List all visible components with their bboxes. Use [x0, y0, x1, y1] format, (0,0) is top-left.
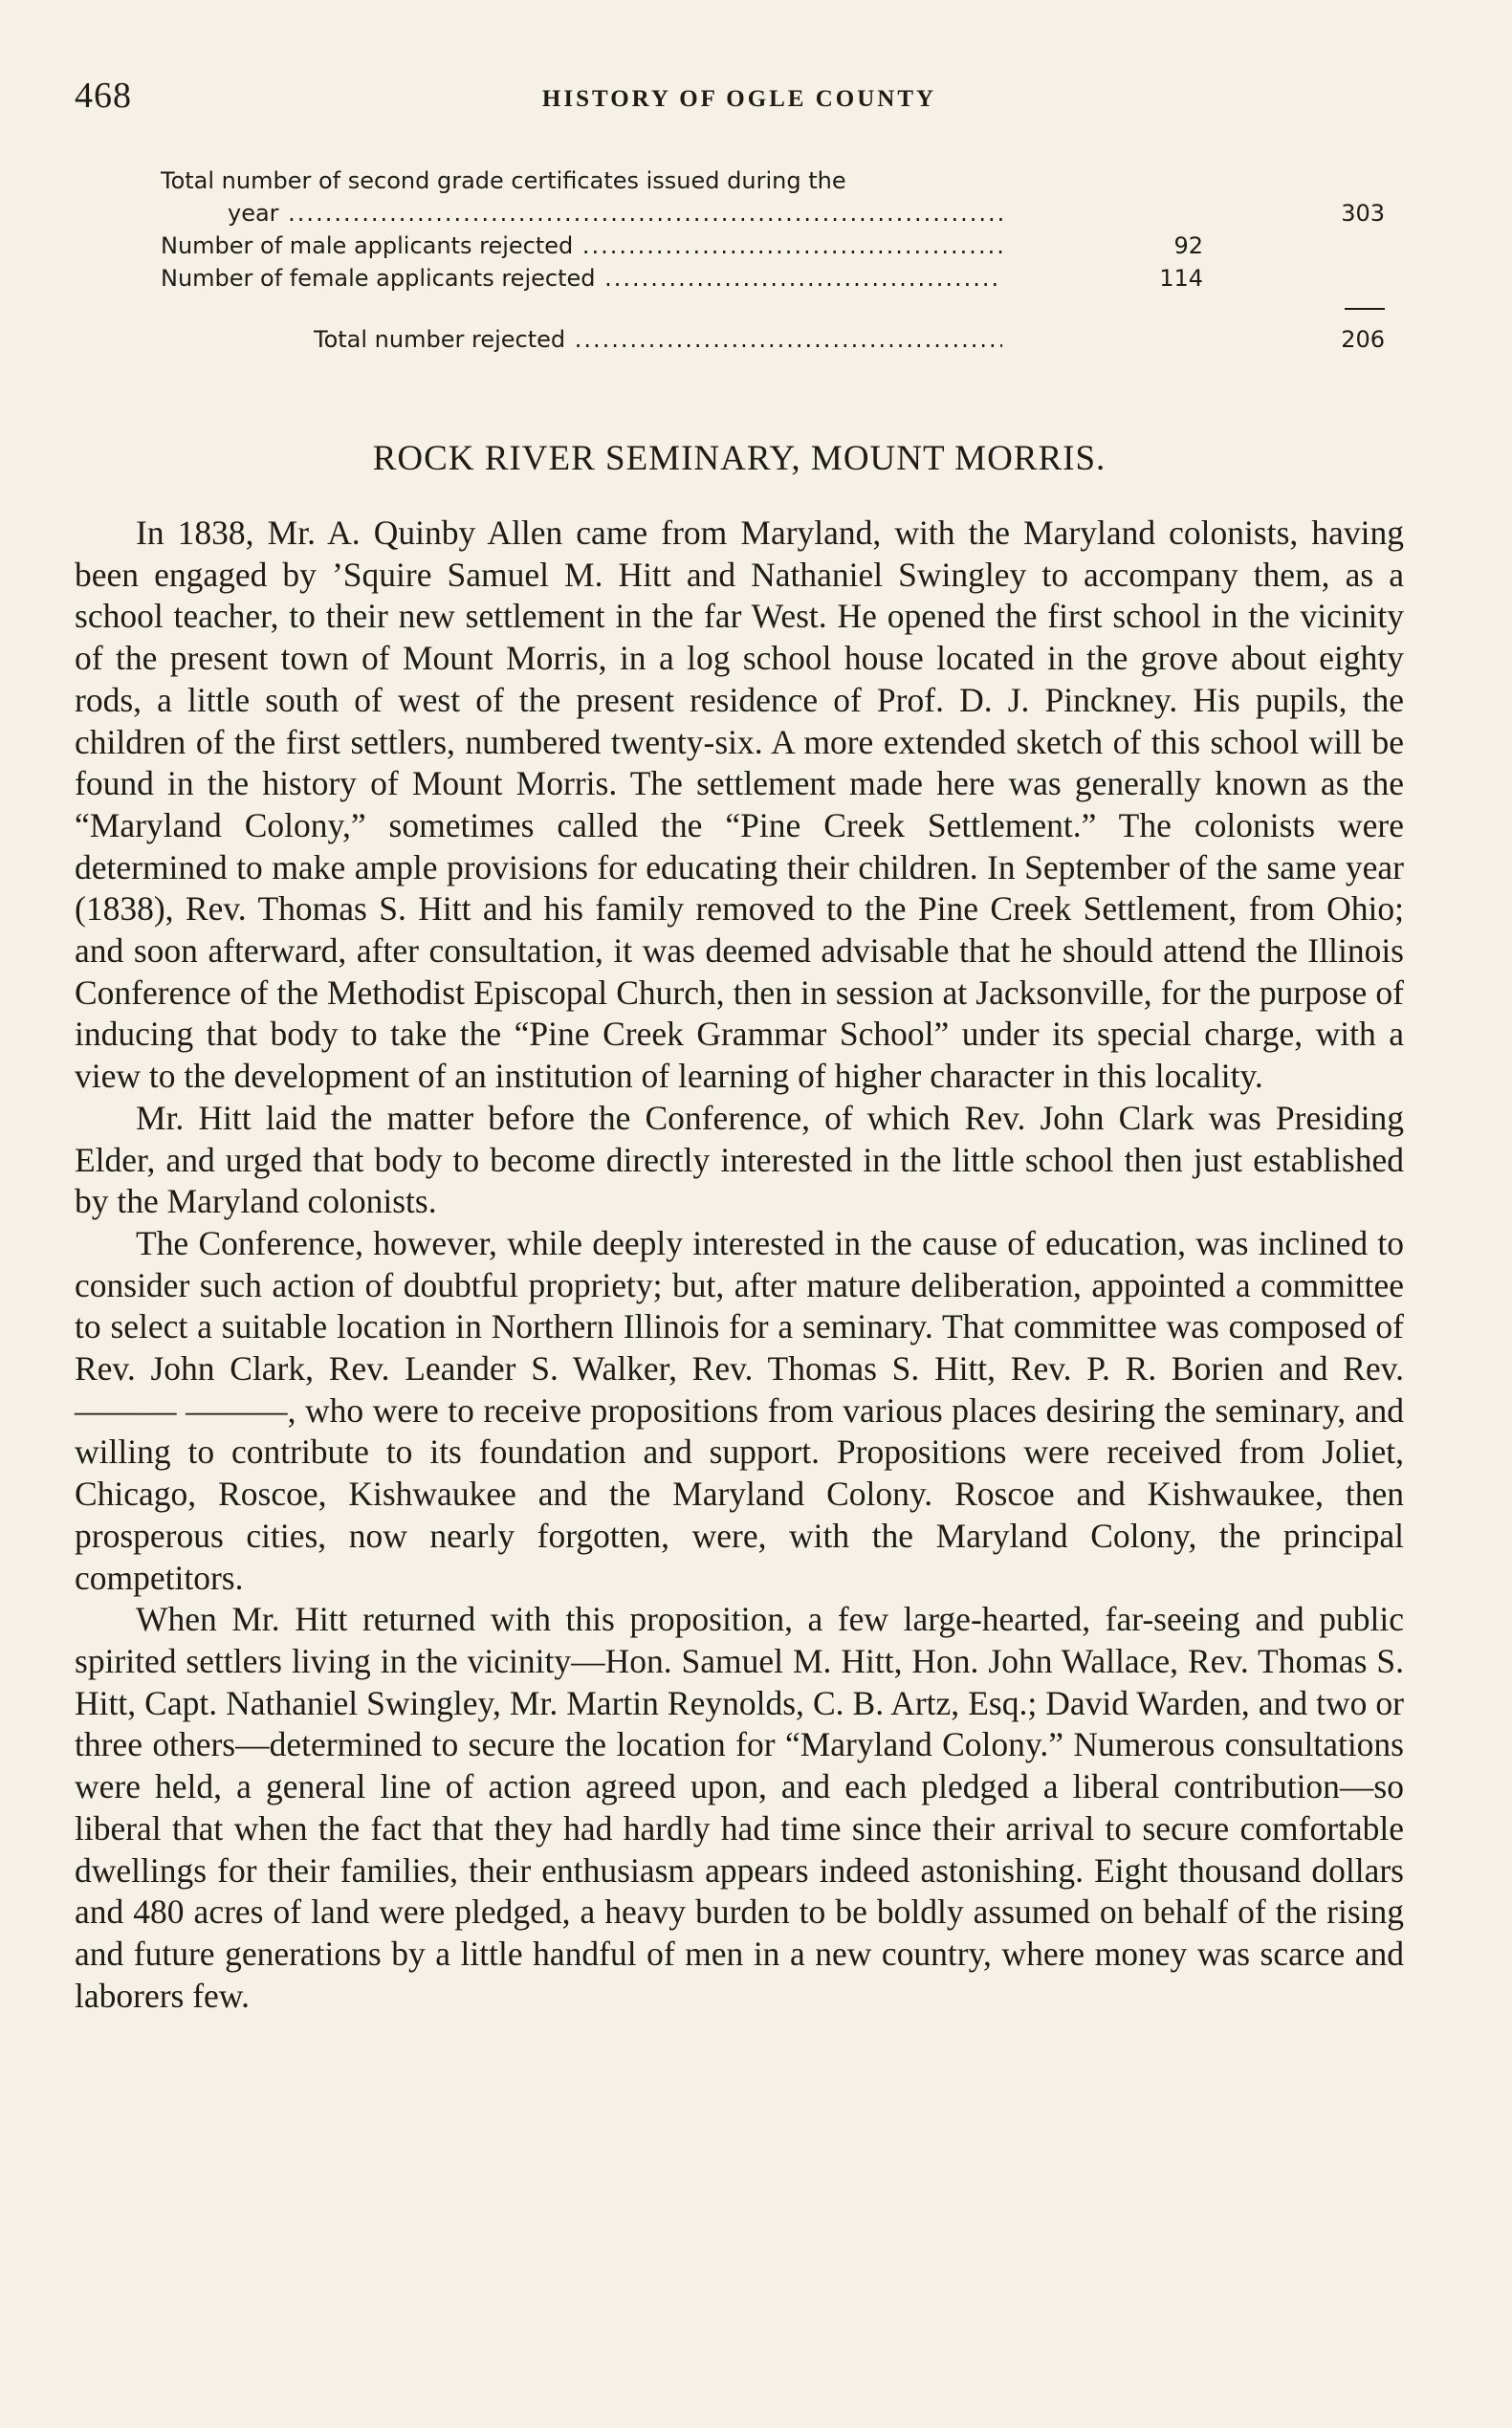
paragraph: The Conference, however, while deeply interested in the cause of education, was inclined to consider such action of doubtful propriety; but, after mature deliberation, appointed a committee to select a suitable location in Northern Illinois for a seminary. That committee was composed of Rev. John Clark, Rev. Leander S. Walker, Rev. Thomas S. Hitt, Rev. P. R. Borien and Rev. ——— ———, who were to receive propositions from various places desiring the seminary, and willing to contribute to its foundation and support. Propositions were received from Joliet, Chicago, Roscoe, Kishwaukee and the Maryland Colony. Roscoe and Kishwaukee, then prosperous cities, now nearly forgotten, were, with the Maryland Colony, the principal competitors.: [75, 1223, 1404, 1597]
total-rule: [1345, 308, 1385, 310]
paragraph: In 1838, Mr. A. Quinby Allen came from Maryland, with the Maryland colonists, having been engaged by ’Squire Samuel M. Hitt and Nathaniel Swingley to accompany them, as a school teacher, to their new settlement in the far West. He opened the first school in the vicinity of the present town of Mount Morris, in a log school house located in the grove about eighty rods, a little south of west of the present residence of Prof. D. J. Pinckney. His pupils, the children of the first settlers, numbered twenty-six. A more extended sketch of this school will be found in the history of Mount Morris. The settlement made here was generally known as the “Maryland Colony,” sometimes called the “Pine Creek Settlement.” The colonists were determined to make ample provisions for educating their children. In September of the same year (1838), Rev. Thomas S. Hitt and his family removed to the Pine Creek Settlement, from Ohio; and soon afterward, after consultation, it was deemed advisable that he should attend the Illinois Conference of the Methodist Episcopal Church, then in session at Jacksonville, for the purpose of inducing that body to take the “Pine Creek Grammar School” under its special charge, with a view to the development of an institution of learning of higher character in this locality.: [75, 514, 1404, 1096]
stat-label: Number of male applicants rejected .....: [161, 230, 1002, 262]
stat-row-female-rejected: [161, 262, 1404, 295]
running-head: [75, 75, 1404, 132]
stat-label: Number of female applicants rejected .....: [161, 262, 1002, 295]
section-heading: ROCK RIVER SEMINARY, MOUNT MORRIS.: [372, 439, 1107, 478]
stat-value: 206: [1341, 326, 1385, 353]
stat-rule-row: [161, 295, 1404, 323]
running-title: HISTORY OF OGLE COUNTY: [541, 86, 937, 112]
body-text: [75, 513, 1404, 2017]
stat-value: 114: [1159, 265, 1203, 292]
stat-label: year .....: [228, 197, 1002, 230]
paragraph: When Mr. Hitt returned with this proposition, a few large-hearted, far-seeing and public spirited settlers living in the vicinity—Hon. Samuel M. Hitt, Hon. John Wallace, Rev. Thomas S. Hitt, Capt. Nathaniel Swingley, Mr. Martin Reynolds, C. B. Artz, Esq.; David Warden, and two or three others—determined to secure the location for “Maryland Colony.” Numerous consultations were held, a general line of action agreed upon, and each pledged a liberal contribution—so liberal that when the fact that they had hardly had time since their arrival to secure comfortable dwellings for their families, their enthusiasm appears indeed astonishing. Eight thousand dollars and 480 acres of land were pledged, a heavy burden to be boldly assumed on behalf of the rising and future generations by a little handful of men in a new country, where money was scarce and laborers few.: [75, 1600, 1404, 2015]
certificate-statistics: [161, 164, 1404, 356]
stat-row-male-rejected: [161, 230, 1404, 262]
stat-row-second-grade-heading: [161, 164, 1404, 197]
stat-label: Total number rejected .....: [314, 323, 1002, 356]
book-page: [75, 0, 1404, 2428]
paragraph: Mr. Hitt laid the matter before the Conference, of which Rev. John Clark was Presiding Elder, and urged that body to become directly interested in the little school then just established by the Maryland colonists.: [75, 1098, 1404, 1221]
stat-row-second-grade: [161, 197, 1404, 230]
page-number: 468: [75, 76, 132, 116]
stat-value: 92: [1173, 232, 1203, 259]
stat-row-total-rejected: [161, 323, 1404, 356]
stat-label: Total number of second grade certificates issued during the: [161, 167, 846, 194]
stat-value: 303: [1341, 200, 1385, 227]
